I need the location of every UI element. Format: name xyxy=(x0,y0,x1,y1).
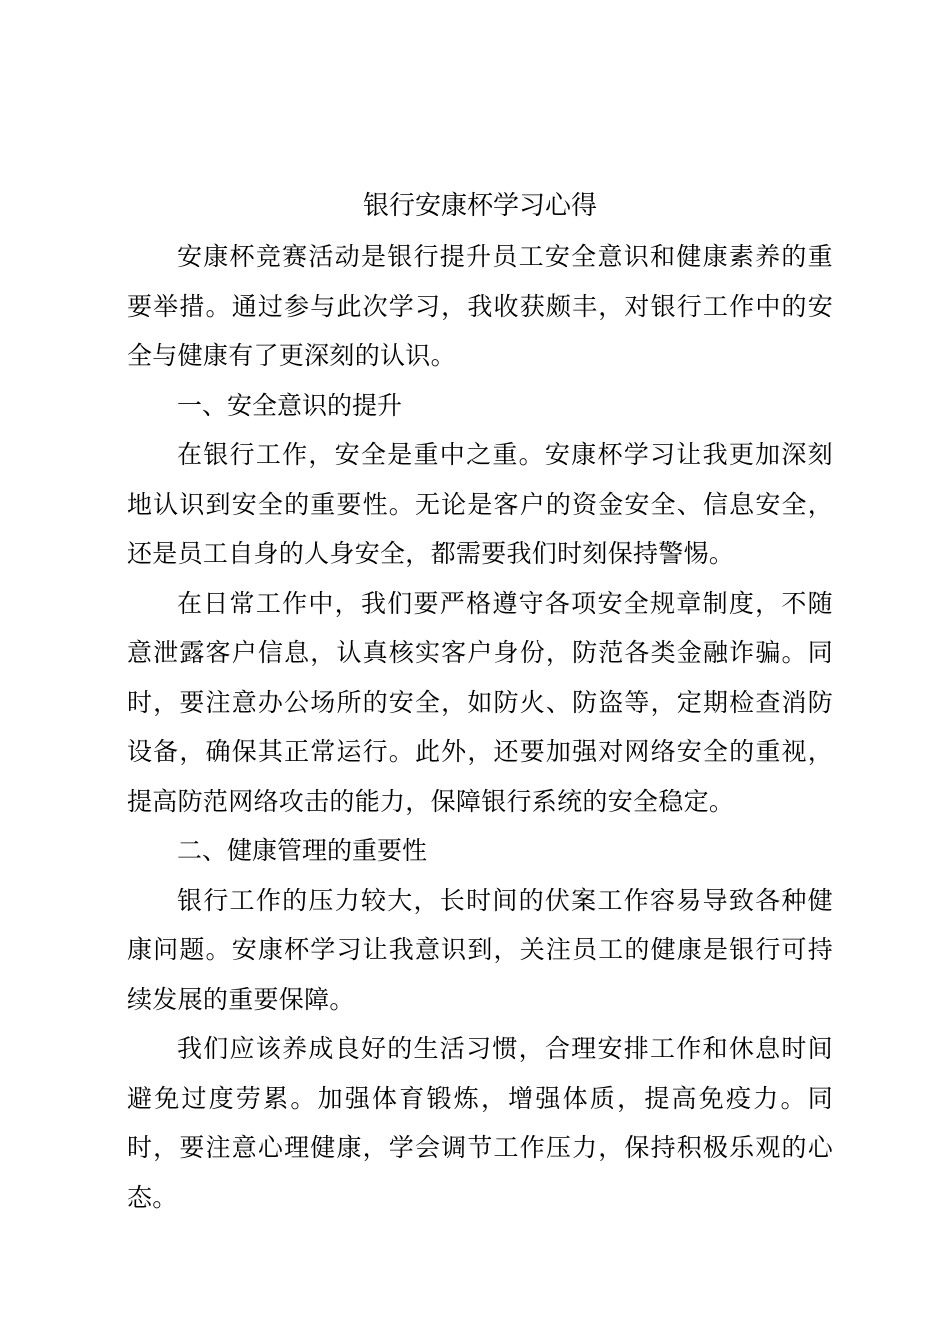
document-title: 银行安康杯学习心得 xyxy=(362,191,597,221)
section-1-heading: 一、安全意识的提升 xyxy=(177,390,403,420)
document-body xyxy=(127,180,833,1222)
section-1-paragraph-2: 在日常工作中，我们要严格遵守各项安全规章制度，不随意泄露客户信息，认真核实客户身份，防范各类金融诈骗。同时，要注意办公场所的安全，如防火、防盗等，定期检查消防设备，确保其正常运行。此外，还要加强对网络安全的重视，提高防范网络攻击的能力，保障银行系统的安全稳定。 xyxy=(127,588,833,816)
section-2-paragraph-1: 银行工作的压力较大，长时间的伏案工作容易导致各种健康问题。安康杯学习让我意识到，关注员工的健康是银行可持续发展的重要保障。 xyxy=(127,885,833,1014)
section-2-heading: 二、健康管理的重要性 xyxy=(177,836,428,865)
intro-paragraph: 安康杯竞赛活动是银行提升员工安全意识和健康素养的重要举措。通过参与此次学习，我收获颇丰，对银行工作中的安全与健康有了更深刻的认识。 xyxy=(127,242,833,370)
section-2-paragraph-2: 我们应该养成良好的生活习惯，合理安排工作和休息时间避免过度劳累。加强体育锻炼，增强体质，提高免疫力。同时，要注意心理健康，学会调节工作压力，保持积极乐观的心态。 xyxy=(127,1034,833,1212)
section-1-paragraph-1: 在银行工作，安全是重中之重。安康杯学习让我更加深刻地认识到安全的重要性。无论是客户的资金安全、信息安全，还是员工自身的人身安全，都需要我们时刻保持警惕。 xyxy=(127,440,833,568)
